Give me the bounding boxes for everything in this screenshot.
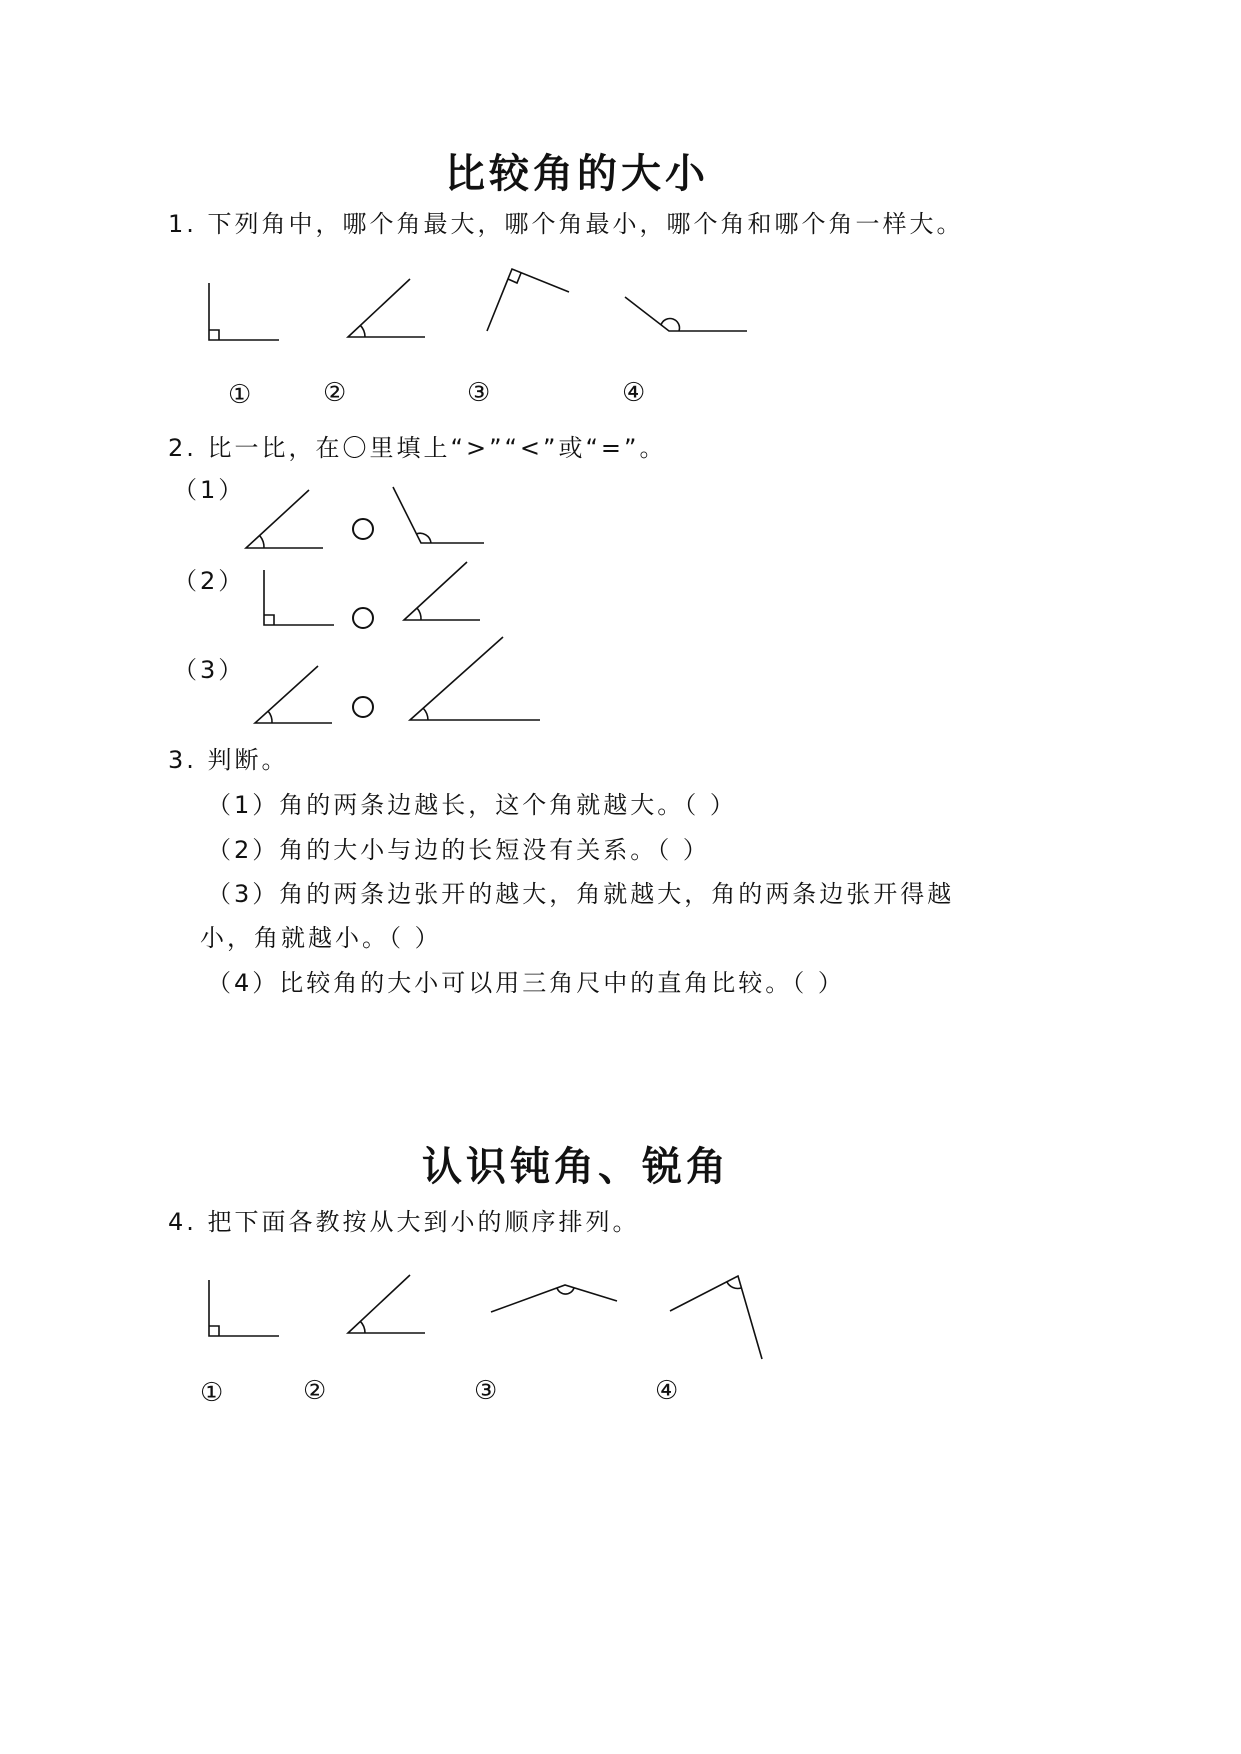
compare-3-right-angle: [410, 637, 540, 720]
question-3: 3. 判断。: [168, 746, 289, 774]
judge-item-3-cont: 小，角就越小。（ ）: [200, 924, 442, 952]
section-title-2: 认识钝角、锐角: [422, 1144, 730, 1190]
angle-figure-q4-4: [670, 1276, 762, 1359]
compare-circle-3: [353, 697, 373, 717]
compare-item-1-label: （1）: [173, 476, 246, 504]
compare-circle-2: [353, 608, 373, 628]
angle-figure-q1-3: [487, 269, 569, 331]
angle-figure-q1-1: [209, 283, 279, 340]
angle-label-1: ①: [228, 380, 252, 410]
section-title: 比较角的大小: [445, 151, 709, 197]
question-1: 1. 下列角中，哪个角最大，哪个角最小，哪个角和哪个角一样大。: [168, 210, 964, 238]
angle-figure-q4-2: [348, 1275, 425, 1333]
judge-item-3: （3）角的两条边张开的越大，角就越大，角的两条边张开得越: [207, 880, 955, 908]
judge-item-4: （4）比较角的大小可以用三角尺中的直角比较。（ ）: [207, 969, 845, 997]
question-2: 2. 比一比，在〇里填上“>”“<”或“=”。: [168, 434, 667, 462]
angle-label-4: ④: [622, 378, 646, 408]
compare-circle-1: [353, 519, 373, 539]
compare-2-left-angle: [264, 570, 334, 625]
angle-figure-q1-2: [348, 279, 425, 337]
compare-3-left-angle: [255, 666, 332, 723]
compare-item-2-label: （2）: [173, 567, 246, 595]
angle-label-1-q4: ①: [200, 1378, 224, 1408]
angle-label-3: ③: [467, 378, 491, 408]
angle-figure-q1-4: [625, 297, 747, 331]
question-4: 4. 把下面各教按从大到小的顺序排列。: [168, 1208, 640, 1236]
angle-figure-q4-3: [491, 1285, 617, 1312]
angle-label-3-q4: ③: [474, 1376, 498, 1406]
compare-1-right-angle: [393, 487, 484, 543]
angle-label-2-q4: ②: [303, 1376, 327, 1406]
angle-figure-q4-1: [209, 1280, 279, 1336]
judge-item-2: （2）角的大小与边的长短没有关系。（ ）: [207, 836, 710, 864]
judge-item-1: （1）角的两条边越长，这个角就越大。（ ）: [207, 791, 737, 819]
compare-1-left-angle: [246, 490, 323, 548]
compare-2-right-angle: [404, 562, 480, 620]
compare-item-3-label: （3）: [173, 656, 246, 684]
angle-label-4-q4: ④: [655, 1376, 679, 1406]
angle-label-2: ②: [323, 378, 347, 408]
